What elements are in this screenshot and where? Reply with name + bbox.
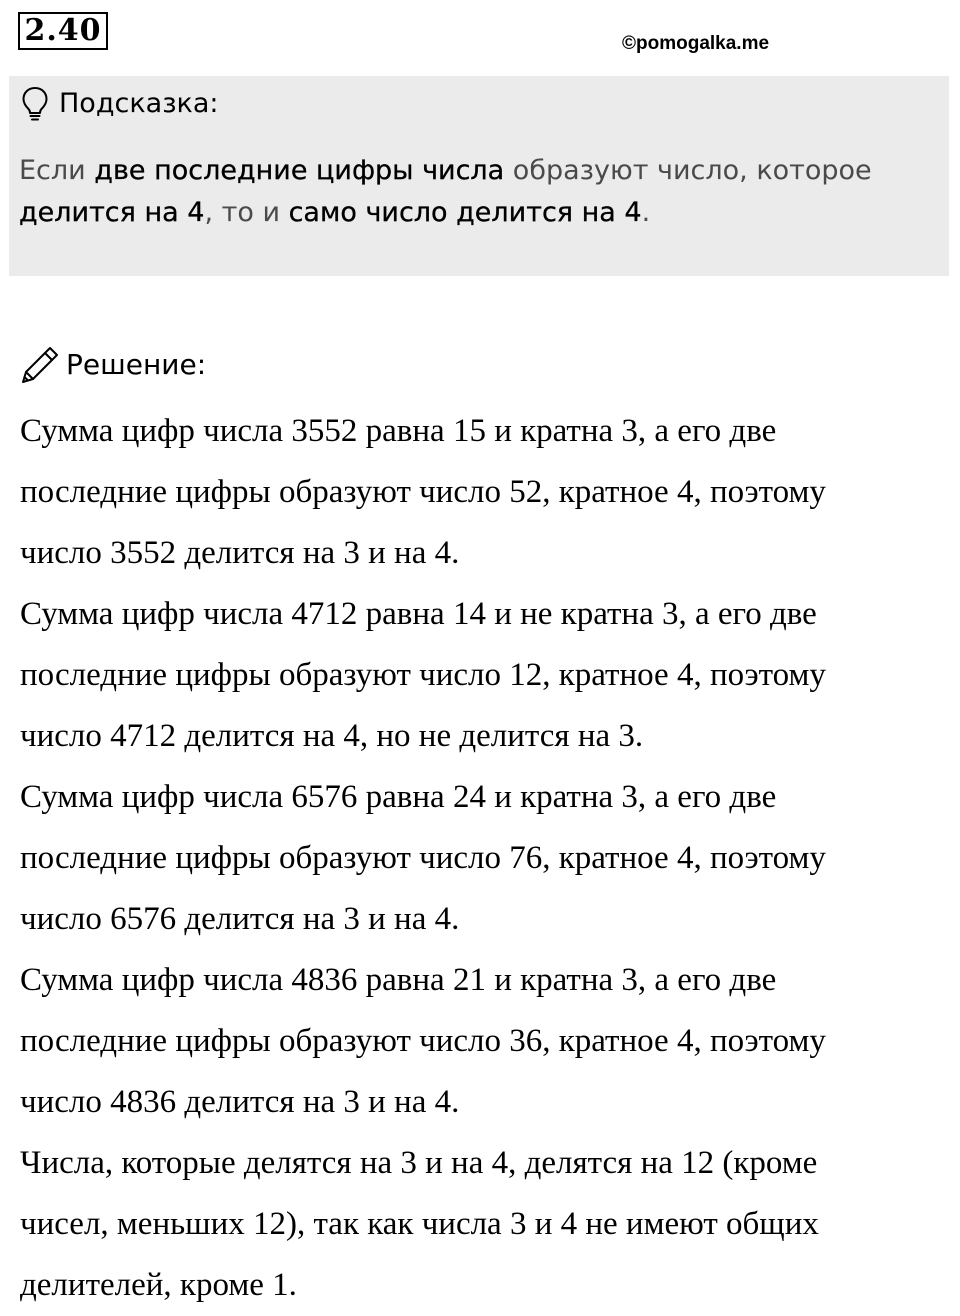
solution-title: Решение: xyxy=(66,348,207,381)
watermark: ©pomogalka.me xyxy=(622,33,770,54)
hint-text-part: Если xyxy=(19,155,95,186)
solution-line: число 6576 делится на 3 и на 4. xyxy=(20,901,460,937)
hint-header xyxy=(21,84,219,124)
solution-line: Сумма цифр числа 4836 равна 21 и кратна 3, а его две xyxy=(20,962,777,998)
solution-line: число 4836 делится на 3 и на 4. xyxy=(20,1084,460,1120)
solution-line: последние цифры образуют число 12, кратное 4, поэтому xyxy=(20,657,826,693)
hint-text-part: , то и xyxy=(204,197,289,228)
solution-line: последние цифры образуют число 52, кратное 4, поэтому xyxy=(20,474,826,510)
solution-line: последние цифры образуют число 36, кратное 4, поэтому xyxy=(20,1023,826,1059)
solution-line: Сумма цифр числа 6576 равна 24 и кратна 3, а его две xyxy=(20,779,777,815)
solution-line: Сумма цифр числа 3552 равна 15 и кратна 3, а его две xyxy=(20,413,777,449)
solution-line: число 3552 делится на 3 и на 4. xyxy=(20,535,460,571)
solution-line: Сумма цифр числа 4712 равна 14 и не кратна 3, а его две xyxy=(20,596,817,632)
hint-box xyxy=(9,76,949,276)
solution-line: последние цифры образуют число 76, кратное 4, поэтому xyxy=(20,840,826,876)
solution-body xyxy=(20,401,940,1316)
hint-emphasis: две последние цифры числа xyxy=(94,155,505,186)
pencil-icon xyxy=(20,345,60,385)
hint-text xyxy=(19,150,939,234)
task-number: 2.40 xyxy=(18,12,108,50)
hint-title: Подсказка: xyxy=(59,88,219,119)
hint-emphasis: само число делится на 4 xyxy=(288,197,642,228)
hint-emphasis: делится на 4 xyxy=(19,197,205,228)
hint-text-part: . xyxy=(641,197,651,228)
solution-line: чисел, меньших 12), так как числа 3 и 4 не имеют общих xyxy=(20,1206,819,1242)
hint-text-part: образуют число, которое xyxy=(504,155,872,186)
solution-line: делителей, кроме 1. xyxy=(20,1267,297,1303)
solution-line: число 4712 делится на 4, но не делится на 3. xyxy=(20,718,644,754)
solution-line: Числа, которые делятся на 3 и на 4, делятся на 12 (кроме xyxy=(20,1145,818,1181)
solution-header xyxy=(20,342,206,388)
lightbulb-icon xyxy=(21,86,49,122)
